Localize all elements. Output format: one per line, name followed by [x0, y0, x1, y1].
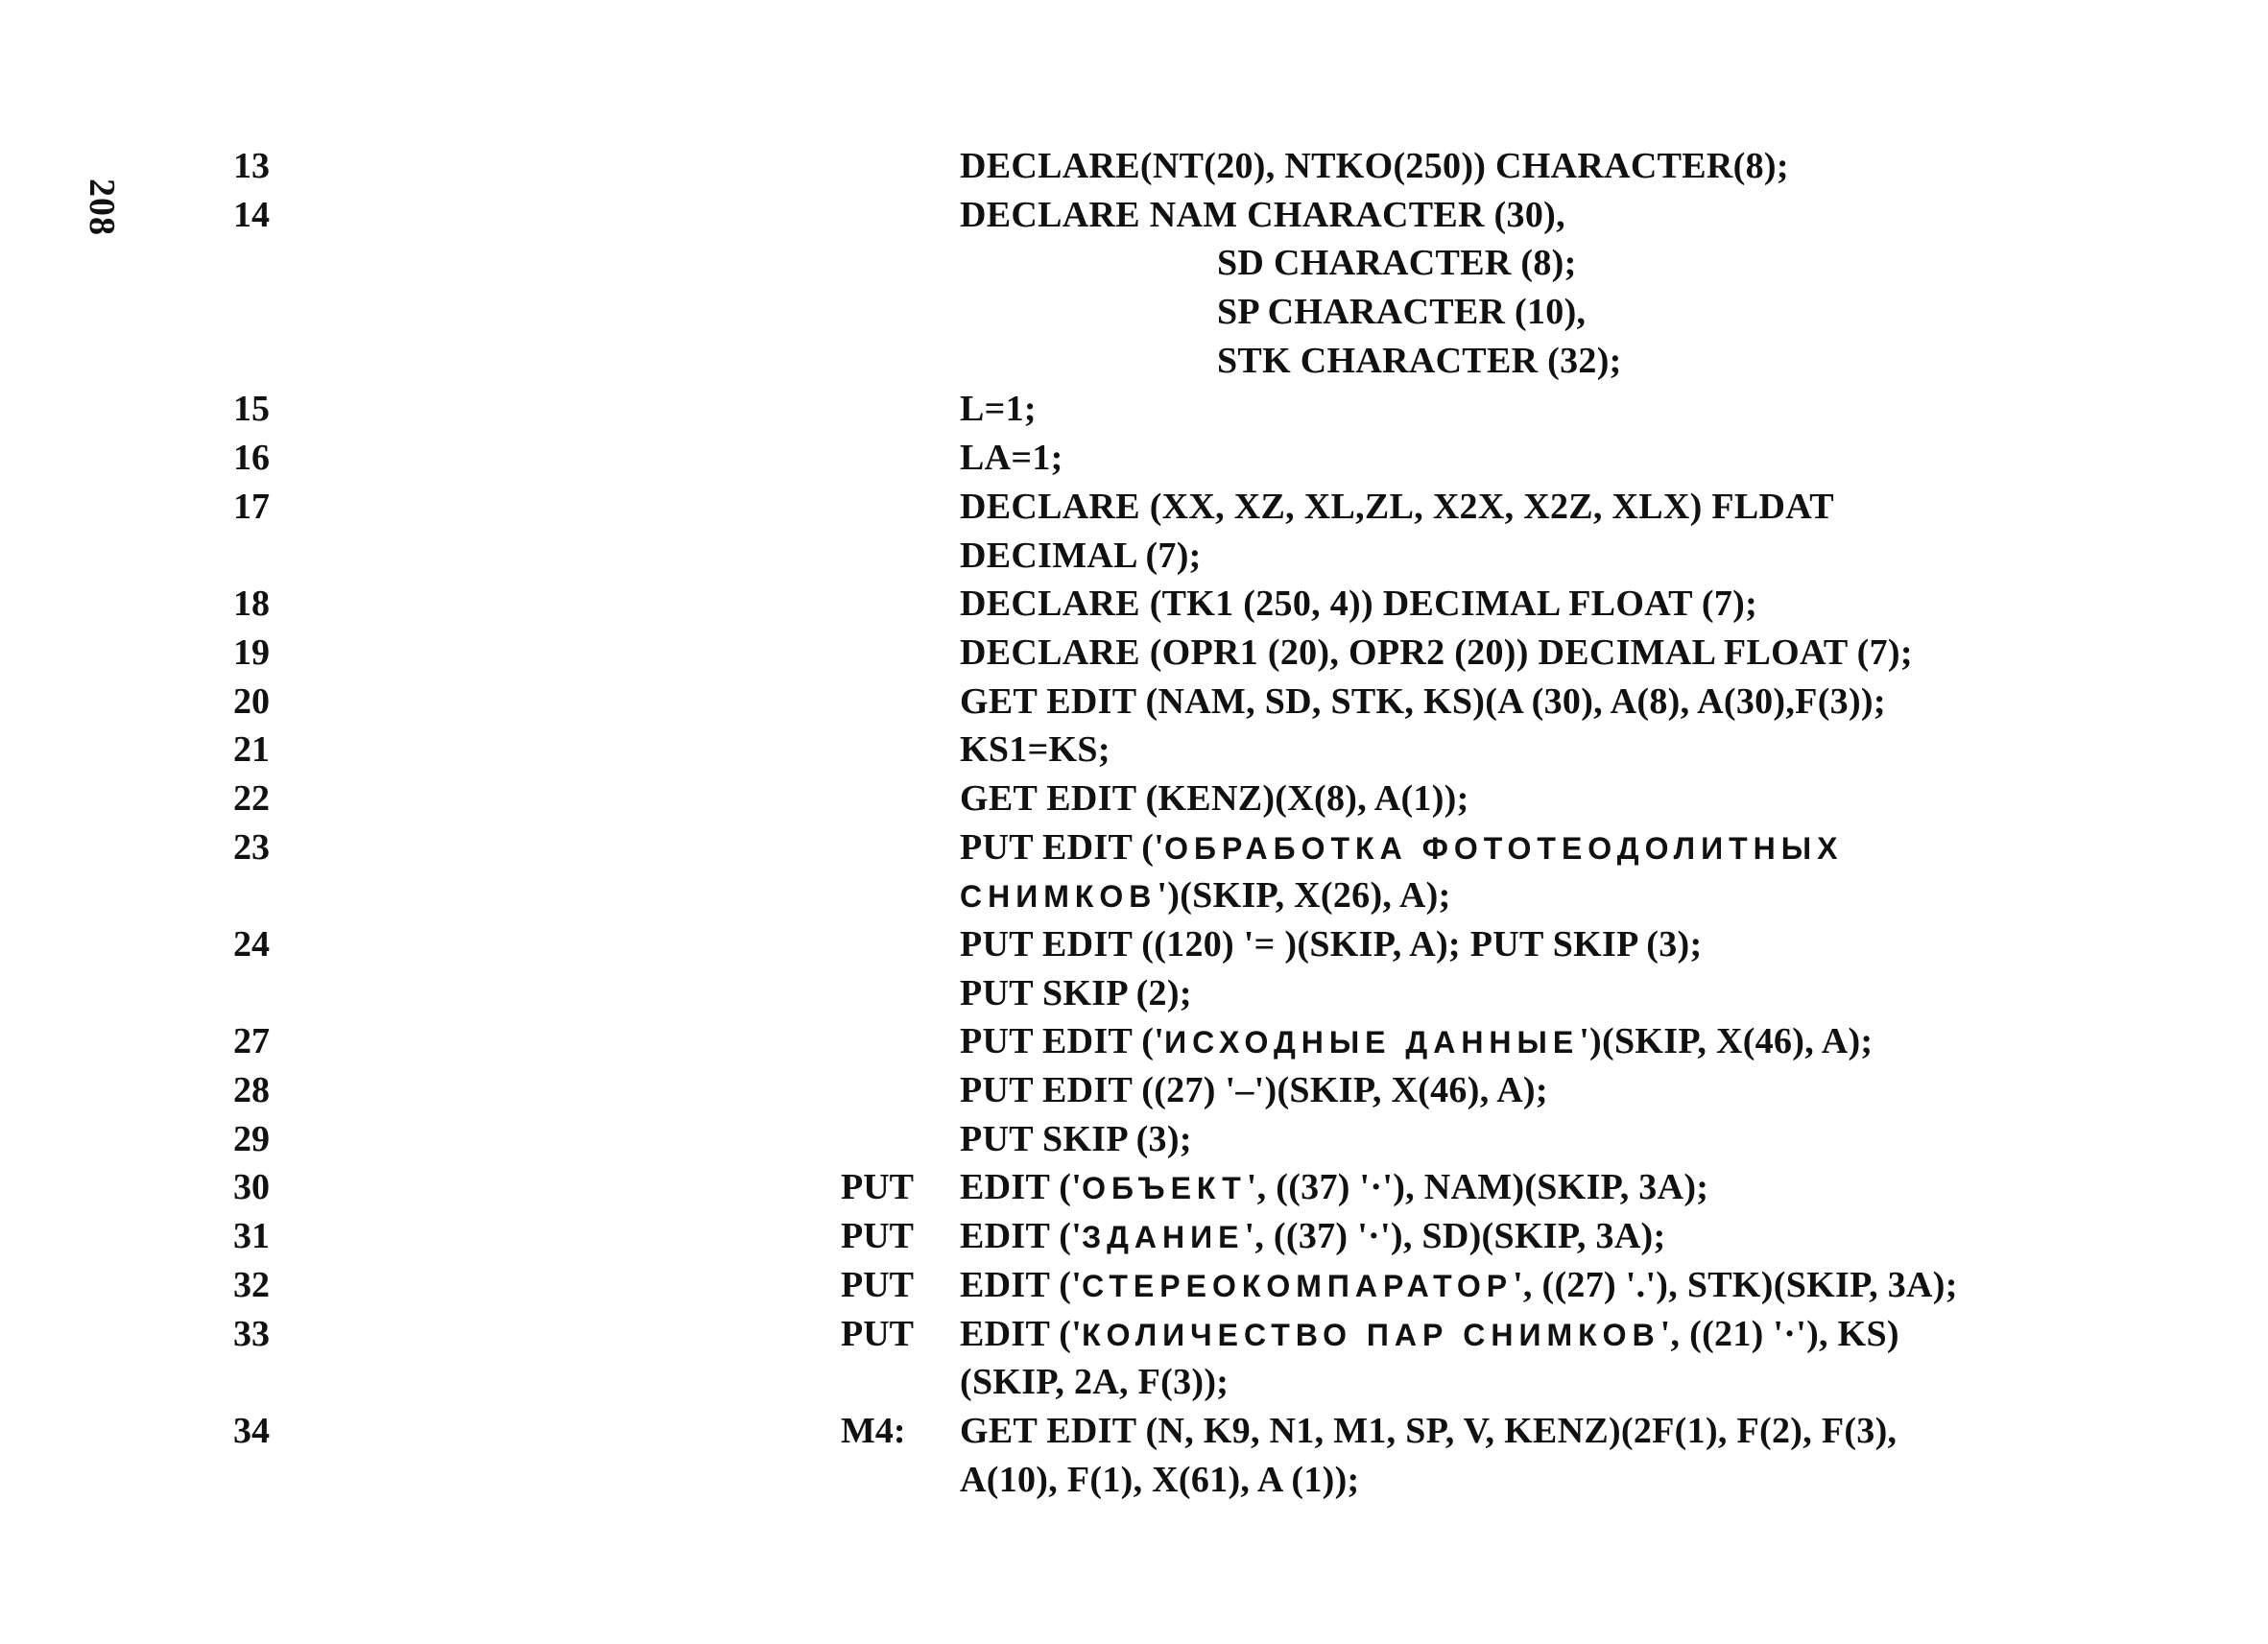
line-number: 14 [233, 194, 270, 235]
cyrillic-string: СТЕРЕОКОМПАРАТОР [1082, 1268, 1514, 1303]
code-text: KS1=KS; [960, 729, 1110, 771]
code-segment: ', ((37) '·'), NAM)(SKIP, 3A); [1246, 1167, 1709, 1208]
statement-label: PUT [841, 1264, 914, 1305]
listing-line [0, 385, 2268, 434]
listing-line [0, 1358, 2268, 1407]
line-number: 33 [233, 1313, 270, 1354]
line-number: 21 [233, 729, 270, 771]
code-segment: EDIT (' [960, 1216, 1083, 1257]
listing-line [0, 1017, 2268, 1066]
code-text [960, 1310, 1899, 1360]
code-segment: ')(SKIP, X(46), A); [1579, 1021, 1874, 1062]
listing-line [0, 1163, 2268, 1212]
listing-line [0, 871, 2268, 920]
code-text: GET EDIT (N, K9, N1, M1, SP, V, KENZ)(2F(1), F(2), F(3), [960, 1410, 1898, 1451]
listing-line [0, 969, 2268, 1018]
cyrillic-string: СНИМКОВ [960, 879, 1158, 915]
code-segment: EDIT (' [960, 1167, 1083, 1208]
code-text: L=1; [960, 389, 1037, 430]
line-number: 32 [233, 1264, 270, 1305]
line-number: 15 [233, 389, 270, 430]
code-text: PUT SKIP (3); [960, 1118, 1192, 1159]
listing-line [0, 920, 2268, 969]
code-segment: PUT EDIT (' [960, 826, 1165, 868]
code-text: STK CHARACTER (32); [1217, 340, 1622, 381]
cyrillic-string: КОЛИЧЕСТВО ПАР СНИМКОВ [1082, 1317, 1660, 1352]
code-text [960, 823, 1843, 873]
code-segment: ')(SKIP, X(26), A); [1157, 875, 1451, 917]
code-text: DECLARE (OPR1 (20), OPR2 (20)) DECIMAL FLOAT (7); [960, 631, 1913, 673]
line-number: 30 [233, 1167, 270, 1208]
statement-label: M4: [841, 1410, 906, 1451]
code-text [960, 1163, 1708, 1213]
line-number: 18 [233, 584, 270, 625]
listing-line [0, 142, 2268, 191]
line-number: 29 [233, 1118, 270, 1159]
listing-line [0, 288, 2268, 337]
listing-line [0, 1115, 2268, 1164]
cyrillic-string: ОБРАБОТКА ФОТОТЕОДОЛИТНЫХ [1164, 830, 1844, 866]
cyrillic-string: ИСХОДНЫЕ ДАННЫЕ [1164, 1025, 1580, 1060]
code-text: GET EDIT (NAM, SD, STK, KS)(A (30), A(8), A(30),F(3)); [960, 680, 1886, 722]
listing-line [0, 1261, 2268, 1310]
code-text: (SKIP, 2A, F(3)); [960, 1362, 1229, 1403]
code-text: PUT SKIP (2); [960, 972, 1192, 1013]
listing-line [0, 532, 2268, 581]
listing-line [0, 823, 2268, 872]
statement-label: PUT [841, 1313, 914, 1354]
listing-line [0, 337, 2268, 386]
line-number: 13 [233, 146, 270, 186]
line-number: 23 [233, 826, 270, 868]
listing-line [0, 1212, 2268, 1261]
page-number: 208 [82, 179, 122, 236]
code-segment: ', ((27) '.'), STK)(SKIP, 3A); [1513, 1264, 1958, 1305]
code-text [960, 1017, 1873, 1067]
listing-line [0, 239, 2268, 288]
cyrillic-string: ЗДАНИЕ [1082, 1220, 1245, 1255]
line-number: 16 [233, 438, 270, 479]
code-text: SP CHARACTER (10), [1217, 292, 1587, 333]
program-listing [0, 142, 2268, 1504]
code-segment: EDIT (' [960, 1313, 1083, 1354]
listing-line [0, 434, 2268, 483]
listing-line [0, 1310, 2268, 1359]
listing-line [0, 726, 2268, 774]
line-number: 27 [233, 1021, 270, 1062]
listing-line [0, 483, 2268, 532]
code-segment: ', ((21) '·'), KS) [1659, 1313, 1899, 1354]
listing-line [0, 629, 2268, 678]
code-text: DECLARE (TK1 (250, 4)) DECIMAL FLOAT (7); [960, 584, 1758, 625]
listing-line [0, 1407, 2268, 1456]
listing-line [0, 1456, 2268, 1505]
code-text [960, 1212, 1665, 1262]
code-segment: EDIT (' [960, 1264, 1083, 1305]
code-text: A(10), F(1), X(61), A (1)); [960, 1459, 1360, 1500]
code-text: LA=1; [960, 438, 1063, 479]
line-number: 28 [233, 1070, 270, 1111]
code-segment: ', ((37) '·'), SD)(SKIP, 3A); [1244, 1216, 1666, 1257]
code-text: GET EDIT (KENZ)(X(8), A(1)); [960, 777, 1469, 819]
listing-line [0, 191, 2268, 240]
line-number: 31 [233, 1216, 270, 1257]
listing-line [0, 580, 2268, 629]
code-text: DECIMAL (7); [960, 535, 1202, 576]
code-text [960, 871, 1451, 921]
statement-label: PUT [841, 1216, 914, 1257]
code-text [960, 1261, 1958, 1311]
code-text: DECLARE (XX, XZ, XL,ZL, X2X, X2Z, XLX) FLDAT [960, 486, 1834, 527]
code-text: SD CHARACTER (8); [1217, 243, 1577, 284]
line-number: 22 [233, 777, 270, 819]
listing-line [0, 678, 2268, 727]
code-text: DECLARE NAM CHARACTER (30), [960, 194, 1565, 235]
code-text: PUT EDIT ((120) '= )(SKIP, A); PUT SKIP (3); [960, 924, 1703, 965]
code-segment: PUT EDIT (' [960, 1021, 1165, 1062]
line-number: 34 [233, 1410, 270, 1451]
line-number: 19 [233, 631, 270, 673]
code-text: DECLARE(NT(20), NTKO(250)) CHARACTER(8); [960, 146, 1789, 186]
code-text: PUT EDIT ((27) '–')(SKIP, X(46), A); [960, 1070, 1548, 1111]
line-number: 24 [233, 924, 270, 965]
listing-line [0, 774, 2268, 823]
line-number: 20 [233, 680, 270, 722]
statement-label: PUT [841, 1167, 914, 1208]
listing-line [0, 1066, 2268, 1115]
line-number: 17 [233, 486, 270, 527]
cyrillic-string: ОБЪЕКТ [1082, 1171, 1247, 1206]
